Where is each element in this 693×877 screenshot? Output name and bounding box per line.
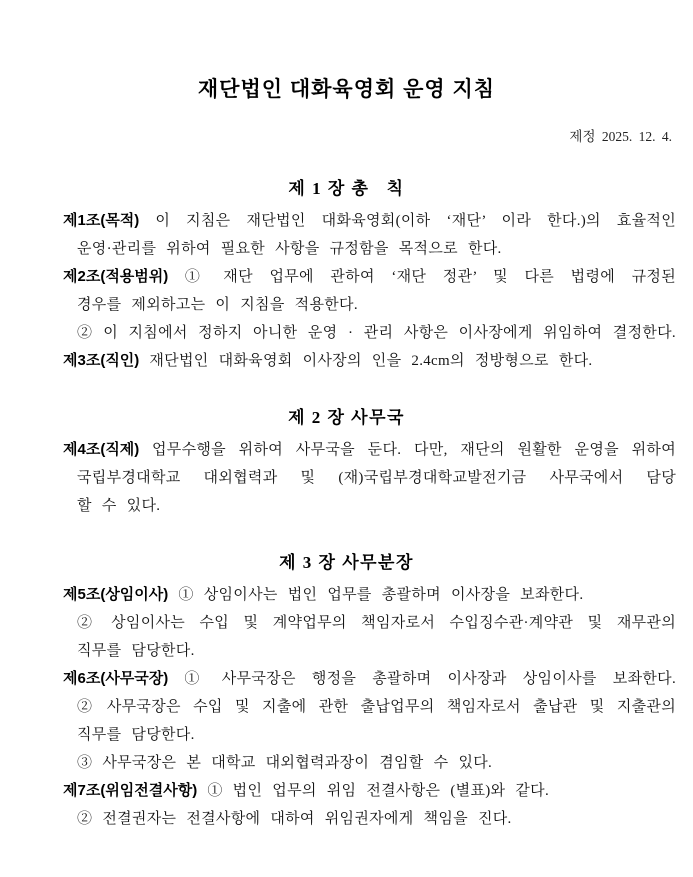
text-line	[0, 637, 693, 665]
text-line	[0, 609, 693, 637]
article-label: 제3조(직인)	[63, 352, 140, 369]
text-line	[0, 693, 693, 721]
text-line	[0, 492, 693, 520]
text-line	[0, 777, 693, 805]
line-text: ② 전결권자는 전결사항에 대하여 위임권자에게 책임을 진다.	[77, 811, 512, 827]
article-label: 제2조(적용범위)	[63, 268, 169, 285]
chapter-2	[0, 404, 693, 520]
chapter-2-heading: 제 2 장 사무국	[288, 408, 405, 427]
line-text: ② 상임이사는 수입 및 계약업무의 책임자로서 수입징수관·계약관 및 재무관의	[77, 615, 676, 631]
text-line	[0, 263, 693, 291]
article-label: 제1조(목적)	[63, 212, 140, 229]
text-line	[0, 805, 693, 833]
chapter-3	[0, 549, 693, 833]
text-line	[0, 721, 693, 749]
line-text: ① 재단 업무에 관하여 ‘재단 정관’ 및 다른 법령에 규정된	[184, 269, 676, 285]
line-text: ② 사무국장은 수입 및 지출에 관한 출납업무의 책임자로서 출납관 및 지출관의	[77, 699, 676, 715]
text-line	[0, 665, 693, 693]
text-line	[0, 749, 693, 777]
article-label: 제6조(사무국장)	[63, 670, 169, 687]
text-line	[0, 319, 693, 347]
text-line	[0, 291, 693, 319]
line-text: 국립부경대학교 대외협력과 및 (재)국립부경대학교발전기금 사무국에서 담당	[77, 470, 676, 486]
text-line	[0, 207, 693, 235]
line-text: 이 지침은 재단법인 대화육영회(이하 ‘재단’ 이라 한다.)의 효율적인	[155, 213, 676, 229]
article-label: 제7조(위임전결사항)	[63, 782, 198, 799]
chapter-3-heading: 제 3 장 사무분장	[279, 553, 414, 572]
text-line	[0, 436, 693, 464]
line-text: 업무수행을 위하여 사무국을 둔다. 다만, 재단의 원활한 운영을 위하여	[152, 442, 676, 458]
line-text: ① 상임이사는 법인 업무를 총괄하며 이사장을 보좌한다.	[178, 587, 584, 603]
article-label: 제4조(직제)	[63, 441, 140, 458]
text-line	[0, 347, 693, 375]
line-text: ① 법인 업무의 위임 전결사항은 (별표)와 같다.	[207, 783, 549, 799]
line-text: 할 수 있다.	[77, 498, 161, 514]
line-text: 운영·관리를 위하여 필요한 사항을 규정함을 목적으로 한다.	[77, 241, 502, 257]
line-text: 직무를 담당한다.	[77, 643, 195, 659]
text-line	[0, 235, 693, 263]
line-text: 재단법인 대화육영회 이사장의 인을 2.4cm의 정방형으로 한다.	[149, 353, 593, 369]
line-text: ② 이 지침에서 정하지 아니한 운영 · 관리 사항은 이사장에게 위임하여 결정한다.	[77, 325, 676, 341]
enactment-date: 제정 2025. 12. 4.	[569, 129, 672, 144]
line-text: 직무를 담당한다.	[77, 727, 195, 743]
line-text: 경우를 제외하고는 이 지침을 적용한다.	[77, 297, 358, 313]
chapter-1-heading: 제 1 장 총 칙	[288, 179, 405, 198]
line-text: ① 사무국장은 행정을 총괄하며 이사장과 상임이사를 보좌한다.	[184, 671, 676, 687]
document-title: 재단법인 대화육영회 운영 지침	[197, 78, 496, 101]
line-text: ③ 사무국장은 본 대학교 대외협력과장이 겸임할 수 있다.	[77, 755, 493, 771]
text-line	[0, 581, 693, 609]
text-line	[0, 464, 693, 492]
article-label: 제5조(상임이사)	[63, 586, 169, 603]
chapter-1	[0, 175, 693, 375]
